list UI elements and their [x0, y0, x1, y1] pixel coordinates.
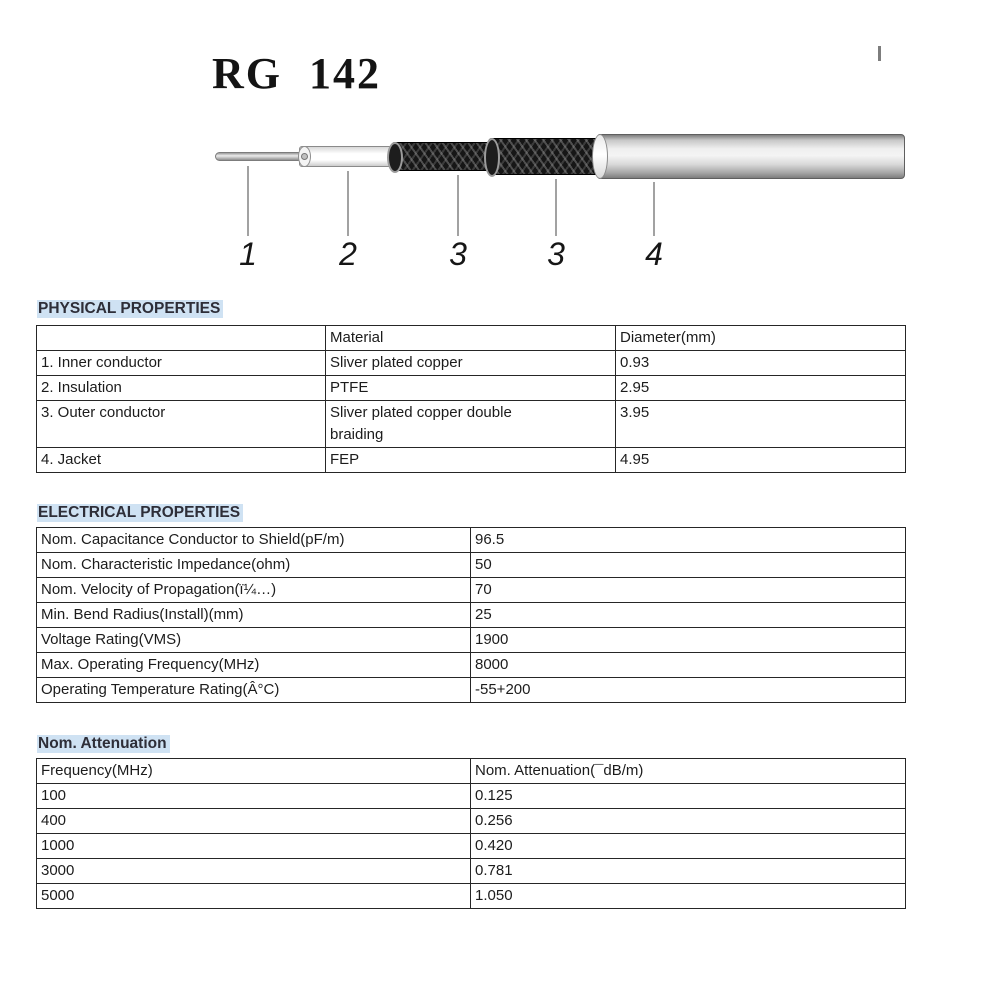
property-value: 70 — [471, 578, 906, 603]
diagram-label-1: 1 — [239, 236, 257, 272]
electrical-properties-table — [36, 527, 906, 703]
table-row — [37, 376, 906, 401]
table-row — [37, 653, 906, 678]
leader-line-1 — [247, 166, 249, 236]
attenuation-value: 0.256 — [471, 809, 906, 834]
frequency-value: 5000 — [37, 884, 471, 909]
table-row — [37, 528, 906, 553]
row-label: 2. Insulation — [37, 376, 326, 401]
leader-line-5 — [653, 182, 655, 236]
cable-diagram — [0, 0, 1000, 290]
column-header-blank — [37, 326, 326, 351]
conductor-cross-section — [301, 153, 308, 160]
insulation-graphic — [299, 146, 395, 167]
frequency-value: 100 — [37, 784, 471, 809]
table-row — [37, 448, 906, 473]
table-row — [37, 678, 906, 703]
frequency-value: 1000 — [37, 834, 471, 859]
column-header-frequency: Frequency(MHz) — [37, 759, 471, 784]
leader-line-2 — [347, 171, 349, 236]
property-label: Min. Bend Radius(Install)(mm) — [37, 603, 471, 628]
material-value: Sliver plated copper — [326, 351, 616, 376]
diameter-value: 2.95 — [616, 376, 906, 401]
jacket-end-cap — [592, 134, 608, 179]
column-header-attenuation: Nom. Attenuation(¯dB/m) — [471, 759, 906, 784]
diameter-value: 0.93 — [616, 351, 906, 376]
property-value: 1900 — [471, 628, 906, 653]
frequency-value: 400 — [37, 809, 471, 834]
diagram-label-4: 3 — [547, 236, 565, 272]
braid-end-cap — [484, 138, 500, 177]
table-row — [37, 628, 906, 653]
property-value: 96.5 — [471, 528, 906, 553]
material-value-text: Sliver plated copper double braiding — [330, 404, 512, 443]
table-row — [37, 603, 906, 628]
row-label: 1. Inner conductor — [37, 351, 326, 376]
attenuation-value: 1.050 — [471, 884, 906, 909]
property-label: Nom. Characteristic Impedance(ohm) — [37, 553, 471, 578]
column-header-diameter: Diameter(mm) — [616, 326, 906, 351]
table-row — [37, 809, 906, 834]
nom-attenuation-table — [36, 758, 906, 909]
electrical-properties-heading: ELECTRICAL PROPERTIES — [37, 504, 243, 522]
material-value: PTFE — [326, 376, 616, 401]
column-header-material: Material — [326, 326, 616, 351]
braid-end-cap — [387, 142, 403, 173]
property-value: 25 — [471, 603, 906, 628]
inner-conductor-graphic — [215, 152, 311, 161]
material-value: FEP — [326, 448, 616, 473]
outer-conductor-braid-inner-graphic — [391, 142, 492, 171]
diagram-label-2: 2 — [339, 236, 357, 272]
table-row — [37, 553, 906, 578]
property-value: -55+200 — [471, 678, 906, 703]
property-label: Nom. Velocity of Propagation(ï¼…) — [37, 578, 471, 603]
table-row — [37, 884, 906, 909]
material-value — [326, 401, 616, 448]
leader-line-3 — [457, 175, 459, 236]
table-row — [37, 578, 906, 603]
table-header-row — [37, 759, 906, 784]
row-label: 4. Jacket — [37, 448, 326, 473]
diagram-label-5: 4 — [645, 236, 663, 272]
physical-properties-heading: PHYSICAL PROPERTIES — [37, 300, 223, 318]
physical-properties-table — [36, 325, 906, 473]
property-value: 50 — [471, 553, 906, 578]
table-row — [37, 859, 906, 884]
attenuation-value: 0.420 — [471, 834, 906, 859]
property-label: Max. Operating Frequency(MHz) — [37, 653, 471, 678]
property-label: Nom. Capacitance Conductor to Shield(pF/m) — [37, 528, 471, 553]
leader-line-4 — [555, 179, 557, 236]
table-row — [37, 834, 906, 859]
attenuation-value: 0.781 — [471, 859, 906, 884]
property-label: Operating Temperature Rating(Â°C) — [37, 678, 471, 703]
table-row — [37, 401, 906, 448]
table-header-row — [37, 326, 906, 351]
outer-conductor-braid-outer-graphic — [488, 138, 608, 175]
table-row — [37, 784, 906, 809]
diameter-value: 4.95 — [616, 448, 906, 473]
diagram-label-3: 3 — [449, 236, 467, 272]
attenuation-value: 0.125 — [471, 784, 906, 809]
frequency-value: 3000 — [37, 859, 471, 884]
nom-attenuation-heading: Nom. Attenuation — [37, 735, 170, 753]
diameter-value: 3.95 — [616, 401, 906, 448]
page-title: RG 142 — [212, 49, 381, 98]
jacket-graphic — [598, 134, 905, 179]
table-row — [37, 351, 906, 376]
property-label: Voltage Rating(VMS) — [37, 628, 471, 653]
row-label: 3. Outer conductor — [37, 401, 326, 448]
property-value: 8000 — [471, 653, 906, 678]
